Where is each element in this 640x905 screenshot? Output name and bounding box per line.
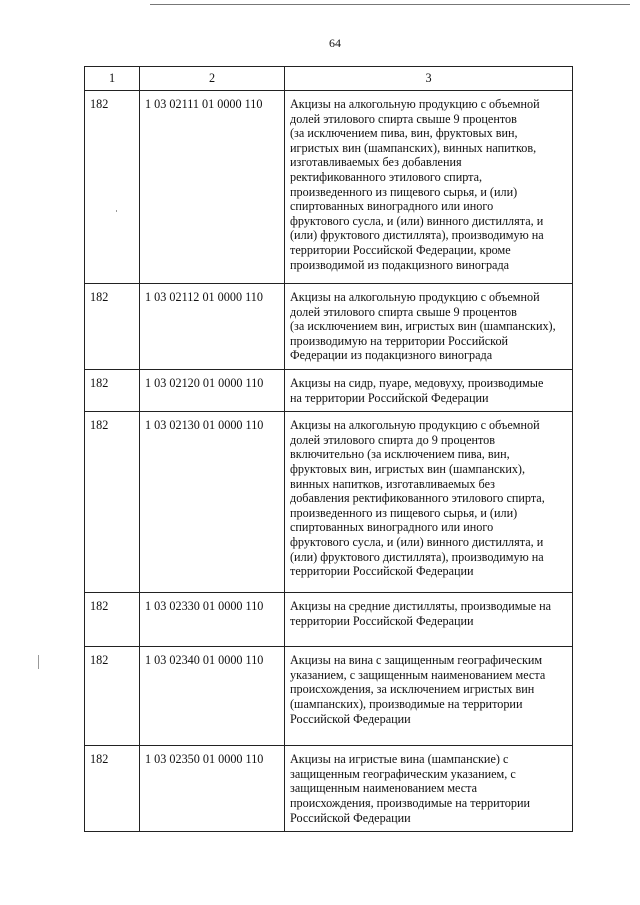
admin-code-cell: 182 [85, 412, 140, 593]
admin-code-cell: 182 [85, 91, 140, 284]
admin-code-cell: 182 [85, 593, 140, 647]
budget-code-cell: 1 03 02112 01 0000 110 [140, 284, 285, 370]
description-cell: Акцизы на алкогольную продукцию с объемной долей этилового спирта свыше 9 процентов (за исключением пива, вин, фруктовых вин, игристых вин (шампанских), винных напитков, изготавливаемых без добавления ректификованного этилового спирта, произведенного из пищевого сырья, и (или) спиртованных виноградного или иного фруктового сусла, и (или) винного дистиллята, и (или) фруктового дистиллята), производимую на территории Российской Федерации, кроме производимой из подакцизного винограда [285, 91, 573, 284]
description-cell: Акцизы на вина с защищенным географическим указанием, с защищенным наименованием места происхождения, за исключением игристых вин (шампанских), производимые на территории Российской Федерации [285, 647, 573, 746]
admin-code-cell: 182 [85, 284, 140, 370]
budget-code-cell: 1 03 02130 01 0000 110 [140, 412, 285, 593]
table-row [85, 647, 573, 746]
budget-code-cell: 1 03 02120 01 0000 110 [140, 370, 285, 412]
column-header-1: 1 [85, 67, 140, 91]
admin-code-cell: 182 [85, 746, 140, 832]
description-cell: Акцизы на игристые вина (шампанские) с защищенным географическим указанием, с защищенным наименованием места происхождения, производимые на территории Российской Федерации [285, 746, 573, 832]
column-header-3: 3 [285, 67, 573, 91]
table-row [85, 370, 573, 412]
table-row [85, 593, 573, 647]
budget-codes-table [84, 66, 573, 832]
column-header-2: 2 [140, 67, 285, 91]
admin-code-cell: 182 [85, 370, 140, 412]
description-cell: Акцизы на средние дистилляты, производимые на территории Российской Федерации [285, 593, 573, 647]
table-header-row [85, 67, 573, 91]
table-row [85, 412, 573, 593]
page-number: 64 [329, 36, 341, 50]
budget-code-cell: 1 03 02340 01 0000 110 [140, 647, 285, 746]
budget-code-cell: 1 03 02330 01 0000 110 [140, 593, 285, 647]
table-row [85, 284, 573, 370]
admin-code-cell: 182 [85, 647, 140, 746]
table-row [85, 746, 573, 832]
description-cell: Акцизы на сидр, пуаре, медовуху, производимые на территории Российской Федерации [285, 370, 573, 412]
budget-code-cell: 1 03 02111 01 0000 110 [140, 91, 285, 284]
scan-speck [38, 655, 39, 669]
scan-speck [116, 210, 117, 212]
budget-code-cell: 1 03 02350 01 0000 110 [140, 746, 285, 832]
description-cell: Акцизы на алкогольную продукцию с объемной долей этилового спирта свыше 9 процентов (за исключением вин, игристых вин (шампанских), производимую на территории Российской Федерации из подакцизного винограда [285, 284, 573, 370]
table-row [85, 91, 573, 284]
description-cell: Акцизы на алкогольную продукцию с объемной долей этилового спирта до 9 процентов включительно (за исключением пива, вин, фруктовых вин, игристых вин (шампанских), винных напитков, изготавливаемых без добавления ректификованного этилового спирта, произведенного из пищевого сырья, и (или) спиртованных виноградного или иного фруктового сусла, и (или) винного дистиллята, и (или) фруктового дистиллята), производимую на территории Российской Федерации [285, 412, 573, 593]
top-rule [150, 4, 630, 5]
